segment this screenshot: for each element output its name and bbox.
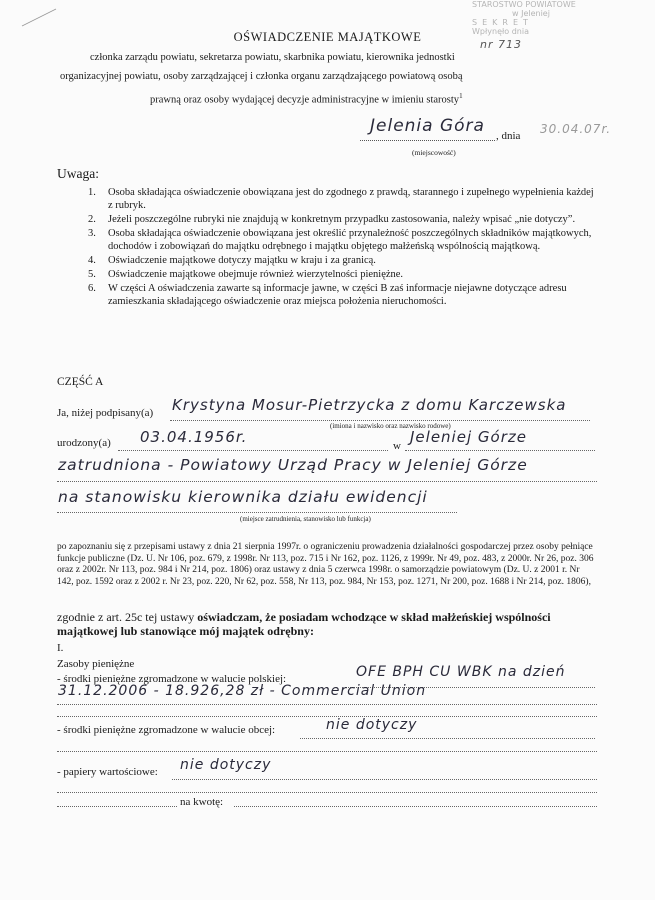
stamp-line-1: STAROSTWO POWIATOWE (472, 0, 576, 9)
foreign-value: nie dotyczy (326, 717, 418, 733)
pln-value-line-1: OFE BPH CU WBK na dzień (356, 664, 566, 680)
note-item: 6. W części A oświadczenia zawarte są informacje jawne, w części B zaś informacje niejawne dotyczące adresu zamieszkania składającego oświadczenie oraz miejsca położenia nieruchomości. (88, 282, 598, 308)
note-text: Osoba składająca oświadczenie obowiązana jest do zgodnego z prawdą, starannego i zupełnego wypełnienia każdej z rubryk. (108, 187, 594, 211)
note-item: 3. Osoba składająca oświadczenie obowiązana jest określić przynależność poszczególnych składników majątkowych, dochodów i zobowiązań do majątku odrębnego i majątku objętego małżeńską wspólnością majątkową. (88, 227, 598, 253)
foreign-line-1 (300, 738, 595, 739)
declaration-prefix: zgodnie z art. 25c tej ustawy (57, 610, 198, 624)
born-place-line (405, 450, 595, 451)
employment-line-1-rule (57, 481, 597, 482)
amount-label: na kwotę: (180, 796, 224, 808)
legal-text: po zapoznaniu się z przepisami ustawy z dnia 21 sierpnia 1997r. o ograniczeniu prowadzenia działalności gospodarczej przez osoby pełniące funkcje publiczne (Dz. U. Nr 106, poz. 679, z 1998r. Nr 113, poz. 715 i Nr 162, poz. 1126, z 1999r. Nr 49, poz. 483, z 2000r. Nr 26, poz. 306 oraz z 2002r. Nr 113, poz. 984 i Nr 214, poz. 1806) oraz ustawy z dnia 5 czerwca 1998r. o samorządzie powiatowym (Dz. U. z 2001 r. Nr 142, poz. 1592 oraz z 2002 r. Nr 23, poz. 220, Nr 62, poz. 558, Nr 113, poz. 984, Nr 153, poz. 1271, Nr 200, poz. 1688 i Nr 214, poz. 1806), (57, 542, 594, 587)
foreign-label: - środki pieniężne zgromadzone w walucie obcej: (57, 724, 276, 736)
born-in-label: w (393, 440, 401, 452)
corner-mark-icon (20, 6, 60, 28)
born-date-line (118, 450, 388, 451)
note-text: Oświadczenie majątkowe dotyczy majątku w kraju i za granicą. (108, 255, 376, 266)
note-item: 5. Oświadczenie majątkowe obejmuje również wierzytelności pieniężne. (88, 269, 404, 280)
note-item: 4. Oświadczenie majątkowe dotyczy majątku w kraju i za granicą. (88, 255, 376, 266)
signed-caption: (imiona i nazwisko oraz nazwisko rodowe) (330, 422, 451, 430)
signed-label: Ja, niżej podpisany(a) (57, 407, 154, 419)
subtitle-line-2: organizacyjnej powiatu, osoby zarządzającej i członka organu zarządzającego powiatową osobą (60, 71, 463, 82)
securities-label: - papiery wartościowe: (57, 766, 158, 778)
document-title: OŚWIADCZENIE MAJĄTKOWE (233, 30, 422, 44)
section-number: I. (57, 642, 64, 654)
note-text: Osoba składająca oświadczenie obowiązana jest określić przynależność poszczególnych składników majątkowych, dochodów i zobowiązań do majątku odrębnego i majątku objętego małżeńską wspólnością majątkową. (108, 228, 592, 252)
stamp-number: nr 713 (480, 38, 522, 51)
subtitle-line-3-text: prawną oraz osoby wydającej decyzje administracyjne w imieniu starosty (150, 94, 460, 106)
note-item: 2. Jeżeli poszczególne rubryki nie znajdują w konkretnym przypadku zastosowania, należy wpisać „nie dotyczy”. (88, 214, 576, 225)
born-label: urodzony(a) (57, 437, 111, 449)
signed-value: Krystyna Mosur-Pietrzycka z domu Karczewska (172, 396, 567, 414)
pln-value-line-2: 31.12.2006 - 18.926,28 zł - Commercial Union (58, 683, 427, 699)
employment-line-2-rule (57, 512, 457, 513)
funds-heading: Zasoby pieniężne (57, 658, 135, 670)
signed-line (170, 420, 590, 421)
note-text: Oświadczenie majątkowe obejmuje również wierzytelności pieniężne. (108, 269, 404, 280)
stamp-line-2: w Jeleniej (512, 9, 550, 18)
note-text: Jeżeli poszczególne rubryki nie znajdują w konkretnym przypadku zastosowania, należy wpisać „nie dotyczy”. (108, 214, 576, 225)
securities-value: nie dotyczy (180, 757, 272, 773)
pln-line-2 (57, 704, 597, 705)
notes-list (88, 186, 598, 309)
employment-line-2: na stanowisku kierownika działu ewidencji (58, 488, 428, 506)
date-label: , dnia (496, 130, 521, 142)
place-caption: (miejscowość) (412, 148, 456, 157)
stamp-line-4: Wpłynęło dnia (472, 27, 529, 36)
amount-line (234, 806, 597, 807)
employment-caption: (miejsce zatrudnienia, stanowisko lub funkcja) (240, 515, 371, 523)
notes-heading: Uwaga: (57, 166, 99, 181)
pln-label: - środki pieniężne zgromadzone w walucie polskiej: (57, 673, 287, 685)
employment-line-1: zatrudniona - Powiatowy Urząd Pracy w Jeleniej Górze (58, 456, 528, 474)
securities-line-2 (57, 792, 597, 793)
foreign-line-2 (57, 751, 597, 752)
born-date: 03.04.1956r. (140, 428, 248, 446)
date-value: 30.04.07r. (540, 122, 612, 136)
footnote-mark: 1 (459, 92, 463, 100)
stamp-line-3: SEKRET (472, 18, 533, 27)
subtitle-line-1: członka zarządu powiatu, sekretarza powiatu, skarbnika powiatu, kierownika jednostki (90, 52, 455, 63)
born-place: Jeleniej Górze (410, 428, 527, 446)
securities-line-3 (57, 806, 177, 807)
note-item: 1. Osoba składająca oświadczenie obowiązana jest do zgodnego z prawdą, starannego i zupełnego wypełnienia każdej z rubryk. (88, 186, 598, 212)
declaration-bold: oświadczam, że posiadam wchodzące w skład małżeńskiej wspólności majątkowej lub stanowiące mój majątek odrębny: (57, 610, 551, 638)
part-a-heading: CZĘŚĆ A (57, 376, 104, 388)
subtitle-line-3 (150, 92, 463, 106)
place-line (360, 140, 495, 141)
note-text: W części A oświadczenia zawarte są informacje jawne, w części B zaś informacje niejawne dotyczące adresu zamieszkania składającego oświadczenie oraz miejsca położenia nieruchomości. (108, 283, 567, 307)
securities-line-1 (172, 779, 597, 780)
declaration (57, 610, 597, 638)
place-value: Jelenia Góra (370, 116, 485, 136)
